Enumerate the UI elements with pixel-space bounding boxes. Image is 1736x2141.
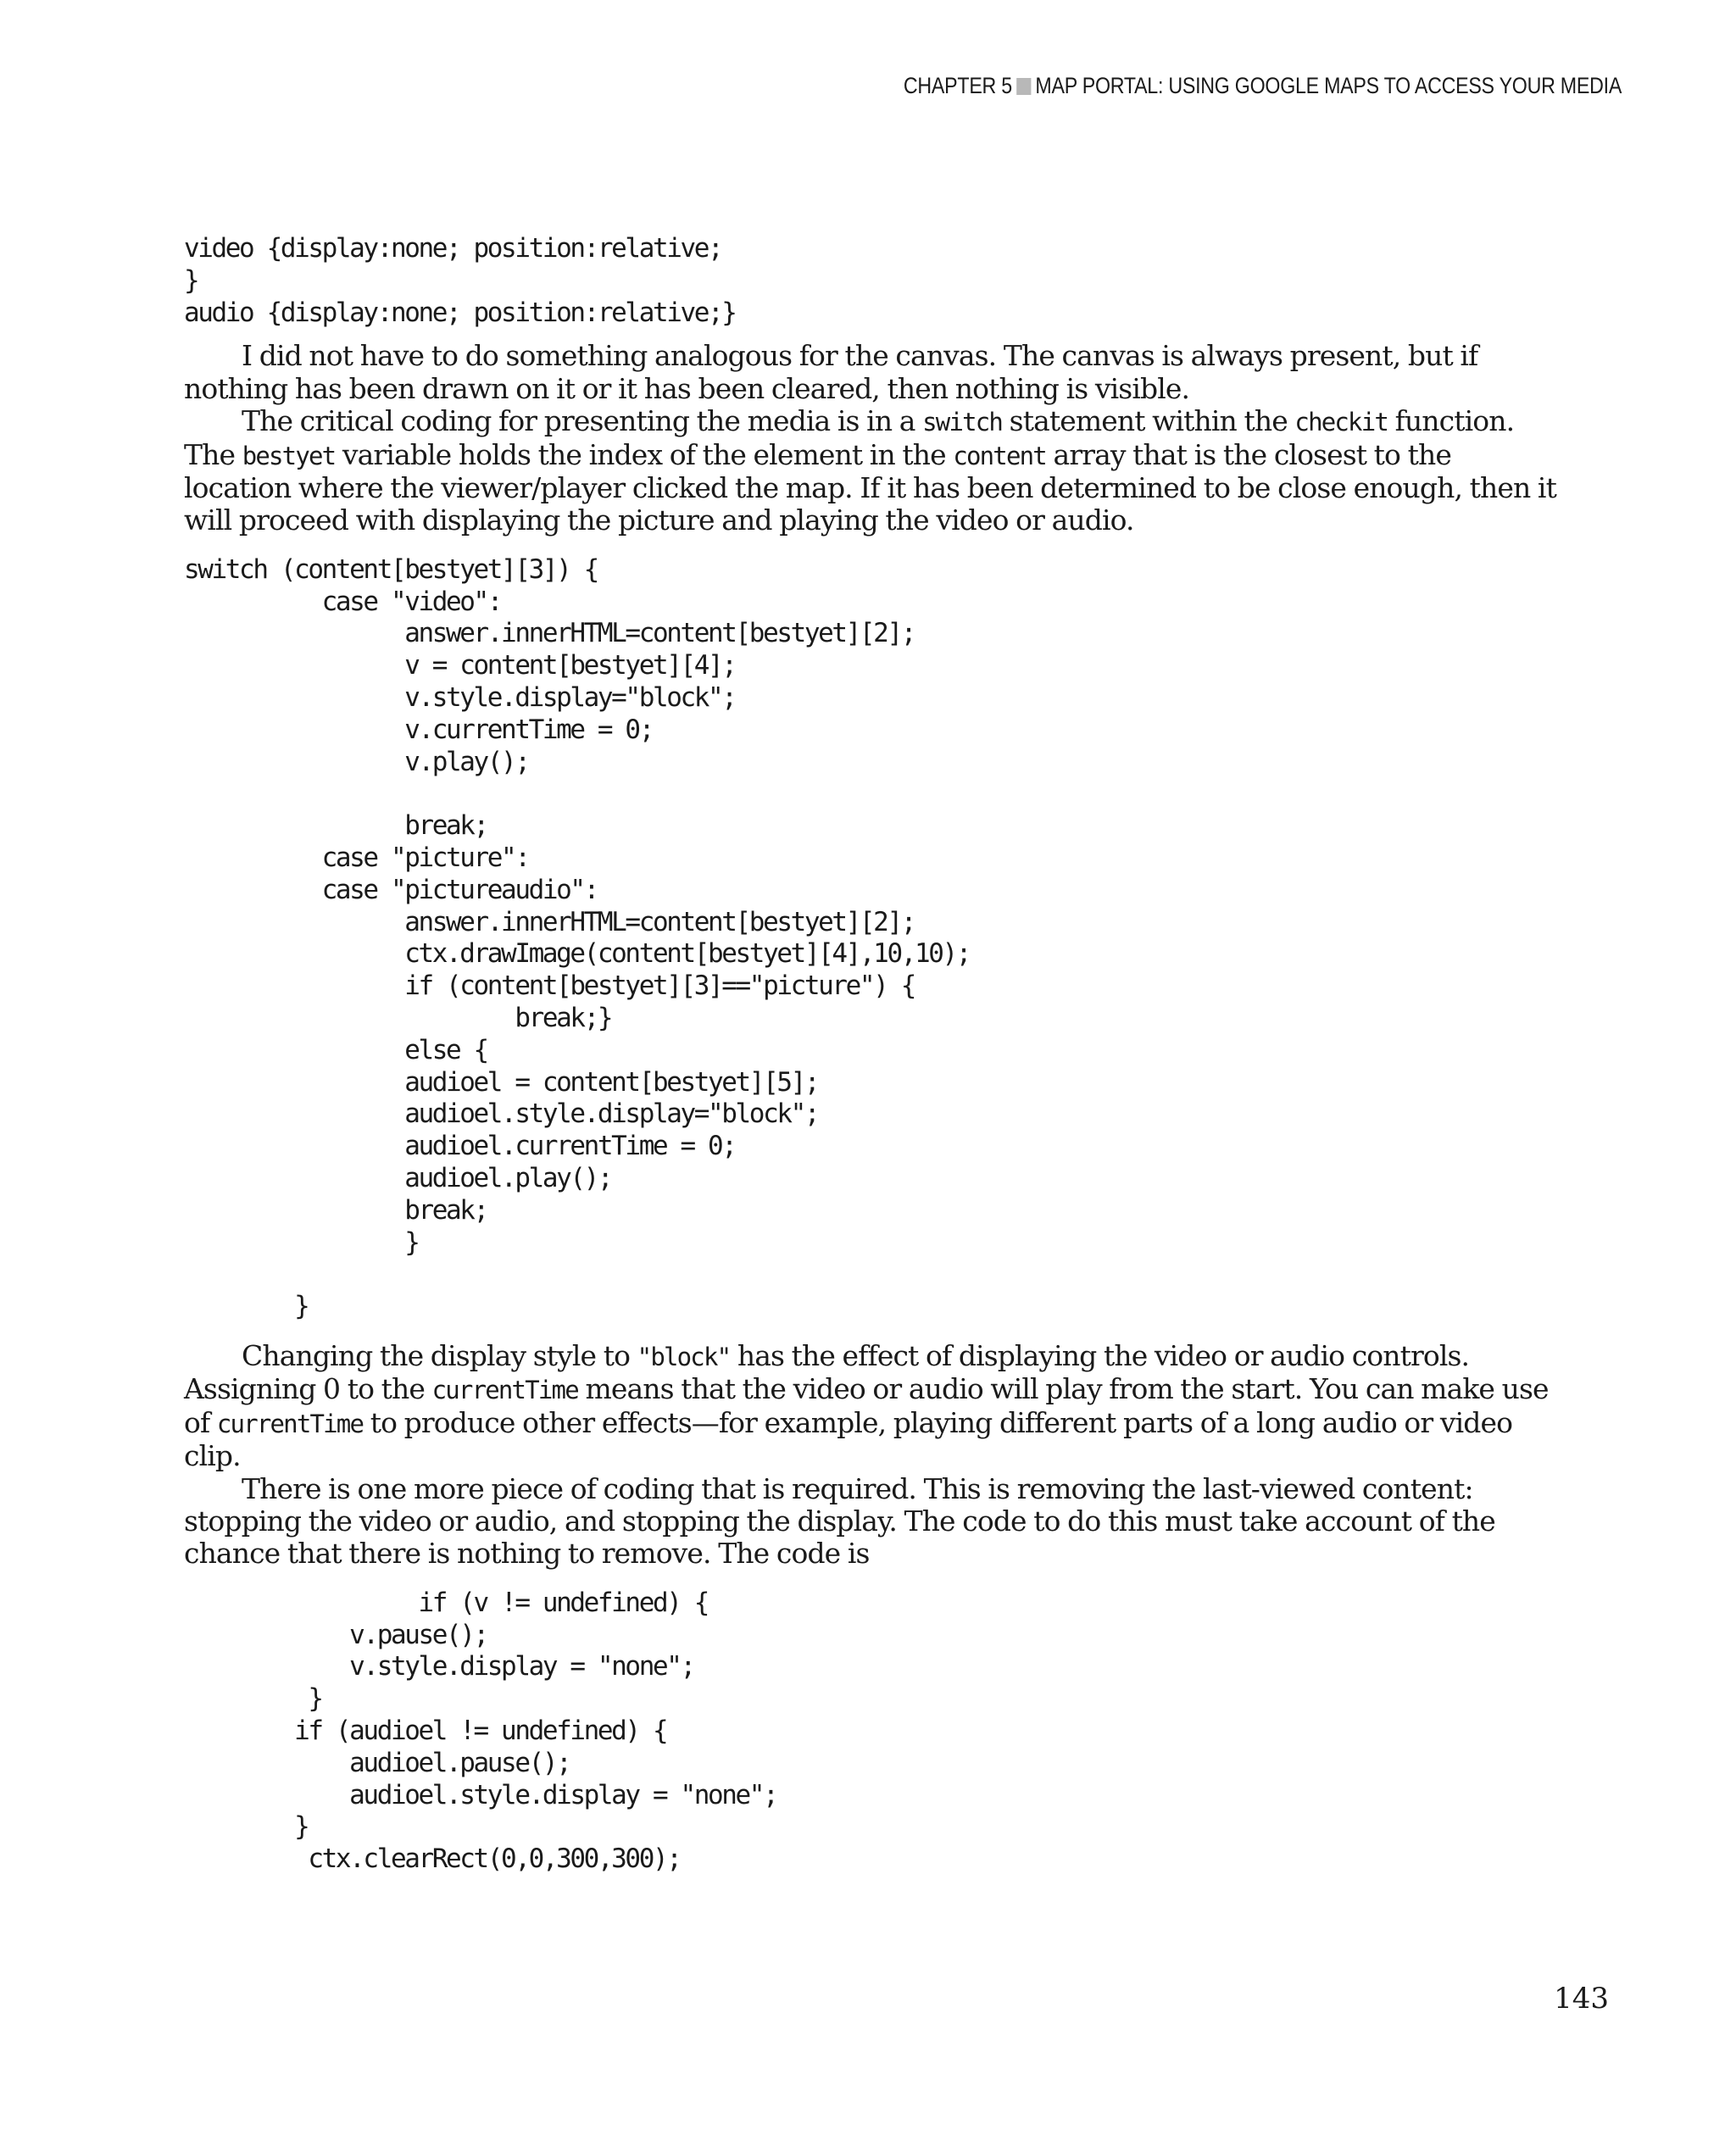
separator-square-icon	[1016, 78, 1031, 95]
page-content	[184, 233, 1557, 1876]
chapter-title: MAP PORTAL: USING GOOGLE MAPS TO ACCESS YOUR MEDIA	[1035, 73, 1622, 98]
inline-code-switch: switch	[922, 408, 1003, 437]
paragraph-canvas: I did not have to do something analogous for the canvas. The canvas is always present, but if nothing has been drawn on it or it has been cleared, then nothing is visible.	[184, 339, 1478, 405]
running-head	[904, 73, 1622, 99]
inline-code-bestyet: bestyet	[242, 441, 336, 470]
inline-code-currenttime-2: currentTime	[216, 1409, 364, 1438]
paragraph-switch: The critical coding for presenting the media is in a switch statement within the checkit function. The bestyet variable holds the index of the element in the content array that is the closest to the location where the viewer/player clicked the map. If it has been determined to be close enough, then it will proceed with displaying the picture and playing the video or audio.	[184, 404, 1556, 537]
inline-code-block: "block"	[637, 1342, 731, 1371]
chapter-label: CHAPTER 5	[903, 73, 1012, 98]
code-block-switch: switch (content[bestyet][3]) { case "video": answer.innerHTML=content[bestyet][2]; v = content[bestyet][4]; v.style.display="block"; v.currentTime = 0; v.play(); break; case "picture": case "pictureaudio": answer.innerHTML=content[bestyet][2]; ctx.drawImage(content[bestyet][4],10,10); if (content[bestyet][3]=="picture") { break;} else { audioel = content[bestyet][5]; audioel.style.display="block"; audioel.currentTime = 0; audioel.play(); break; } }	[184, 553, 971, 1322]
inline-code-checkit: checkit	[1294, 408, 1388, 437]
page-number: 143	[1554, 1982, 1609, 2016]
code-block-cleanup: if (v != undefined) { v.pause(); v.style.display = "none"; } if (audioel != undefined) { audioel.pause(); audioel.style.display = "none"; } ctx.clearRect(0,0,300,300);	[294, 1587, 777, 1875]
inline-code-content: content	[953, 441, 1046, 470]
code-block-css: video {display:none; position:relative; } audio {display:none; position:relative;}	[184, 233, 736, 328]
inline-code-currenttime: currentTime	[431, 1376, 578, 1405]
paragraph-removing-content: There is one more piece of coding that is required. This is removing the last-viewed content: stopping the video or audio, and stopping the display. The code to do this must take account of the chance that there is nothing to remove. The code is	[184, 1471, 1495, 1571]
paragraph-display-style: Changing the display style to "block" has the effect of displaying the video or audio controls. Assigning 0 to the currentTime means that the video or audio will play from the start. You can make use of currentTime to produce other effects—for example, playing different parts of a long audio or video clip.	[184, 1338, 1549, 1473]
